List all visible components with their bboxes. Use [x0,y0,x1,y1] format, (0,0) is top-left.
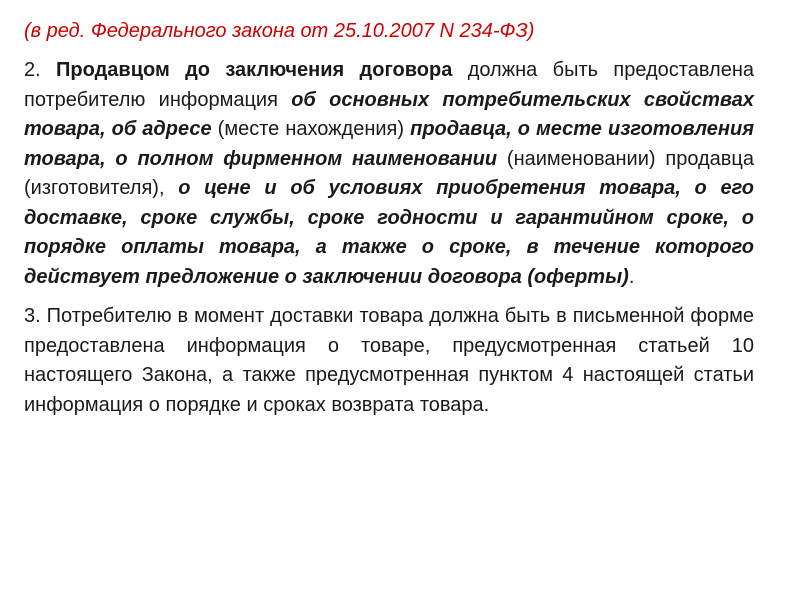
paragraph-2-number: 2. [24,59,57,81]
slide-content [24,18,754,430]
paragraph-2 [24,56,754,292]
paragraph-2-seller-phrase: Продавцом до заключения договора [56,59,453,81]
amendment-note: (в ред. Федерального закона от 25.10.2007 N 234-ФЗ) [24,20,535,42]
paragraph-2-seller-place-name: продавца, о месте изготовления товара, о полном фирменном наименовании [24,118,754,170]
paragraph-3: 3. Потребителю в момент доставки товара должна быть в письменной форме предоставлена информация о товаре, предусмотренная статьей 10 настоящего Закона, а также предусмотренная пунктом 4 настоящей статьи информация о порядке и сроках возврата товара. [24,305,754,416]
paragraph-2-text-c: (наименовании) продавца (изготовителя), [24,147,755,199]
paragraph-2-price-conditions: о цене и об условиях приобретения товара, о его доставке, сроке службы, сроке годности и гарантийном сроке, о порядке оплаты товара, а также о сроке, в течение которого действует предложение о заключении договора (оферты) [24,177,754,288]
paragraph-2-properties-address: об основных потребительских свойствах товара, об адресе [24,88,754,140]
paragraph-2-end: . [628,265,635,288]
paragraph-2-text-b: (месте нахождения) [211,118,411,140]
paragraph-2-text-a: должна быть предоставлена потребителю информация [24,59,754,111]
